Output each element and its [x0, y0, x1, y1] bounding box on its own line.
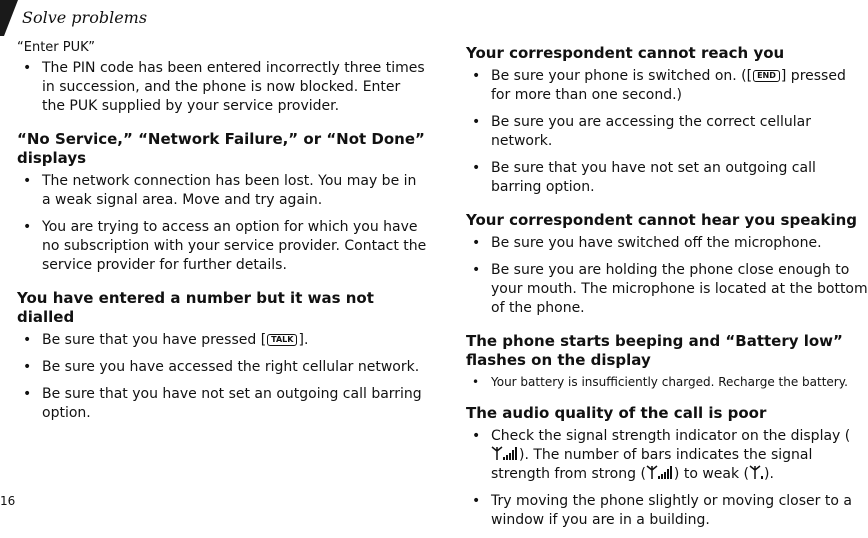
right-column — [466, 44, 868, 538]
list-item: • The PIN code has been entered incorrectly three times in succession, and the phone is now blocked. Enter the PUK supplied by your service provider. — [17, 59, 427, 116]
cannot-hear-list — [466, 234, 868, 318]
check-text-before: Check the signal strength indicator on the display ( — [491, 428, 851, 444]
list-item: • Be sure you have accessed the right cellular network. — [17, 358, 427, 377]
battery-heading: The phone starts beeping and “Battery low” flashes on the display — [466, 332, 843, 369]
page-title: Solve problems — [22, 8, 148, 27]
check-text-to: ) to weak ( — [673, 466, 750, 482]
switched-on-text-before: Be sure your phone is switched on. ([ — [491, 68, 753, 84]
signal-strong-icon — [646, 465, 674, 480]
cannot-hear-heading: Your correspondent cannot hear you speaking — [466, 211, 858, 229]
list-item: • You are trying to access an option for which you have no subscription with your service provider. Contact the service provider for further details. — [17, 218, 427, 275]
list-item: • Be sure you are accessing the correct cellular network. — [466, 113, 868, 151]
number-not-dialled-list — [17, 331, 427, 423]
cannot-reach-heading: Your correspondent cannot reach you — [466, 44, 785, 62]
signal-full-icon — [491, 446, 519, 461]
page-number: 16 — [0, 494, 16, 508]
list-item: • Try moving the phone slightly or moving closer to a window if you are in a building. — [466, 492, 868, 530]
talk-text-after: ]. — [298, 332, 309, 348]
cannot-reach-list — [466, 67, 868, 197]
check-text-end: ). — [764, 466, 774, 482]
no-service-heading: “No Service,” “Network Failure,” or “Not Done” displays — [17, 130, 425, 167]
left-column — [17, 40, 427, 431]
signal-weak-icon — [749, 465, 764, 480]
list-item: • Be sure you are holding the phone close enough to your mouth. The microphone is located at the bottom of the phone. — [466, 261, 868, 318]
list-item — [466, 427, 868, 484]
list-item: • Be sure you have switched off the microphone. — [466, 234, 868, 253]
list-item — [466, 67, 868, 105]
header-wedge — [4, 0, 18, 36]
audio-quality-list — [466, 427, 868, 530]
battery-list — [466, 374, 868, 390]
enter-puk-list — [17, 59, 427, 116]
no-service-list — [17, 172, 427, 275]
list-item: • Be sure that you have not set an outgoing call barring option. — [17, 385, 427, 423]
audio-quality-heading: The audio quality of the call is poor — [466, 404, 767, 422]
number-not-dialled-heading: You have entered a number but it was not dialled — [17, 289, 374, 326]
list-item: • Be sure that you have not set an outgoing call barring option. — [466, 159, 868, 197]
list-item: • The network connection has been lost. You may be in a weak signal area. Move and try again. — [17, 172, 427, 210]
list-item — [17, 331, 427, 350]
end-key-icon: END — [753, 70, 780, 82]
check-text-middle: ). The number of bars indicates the signal strength from strong ( — [491, 447, 813, 482]
list-item: • Your battery is insufficiently charged. Recharge the battery. — [466, 374, 868, 390]
talk-text-before: Be sure that you have pressed [ — [42, 332, 267, 348]
switched-on-text-after: ] pressed for more than one second.) — [491, 68, 846, 103]
enter-puk-label: “Enter PUK” — [17, 40, 95, 55]
talk-key-icon: TALK — [267, 334, 297, 346]
